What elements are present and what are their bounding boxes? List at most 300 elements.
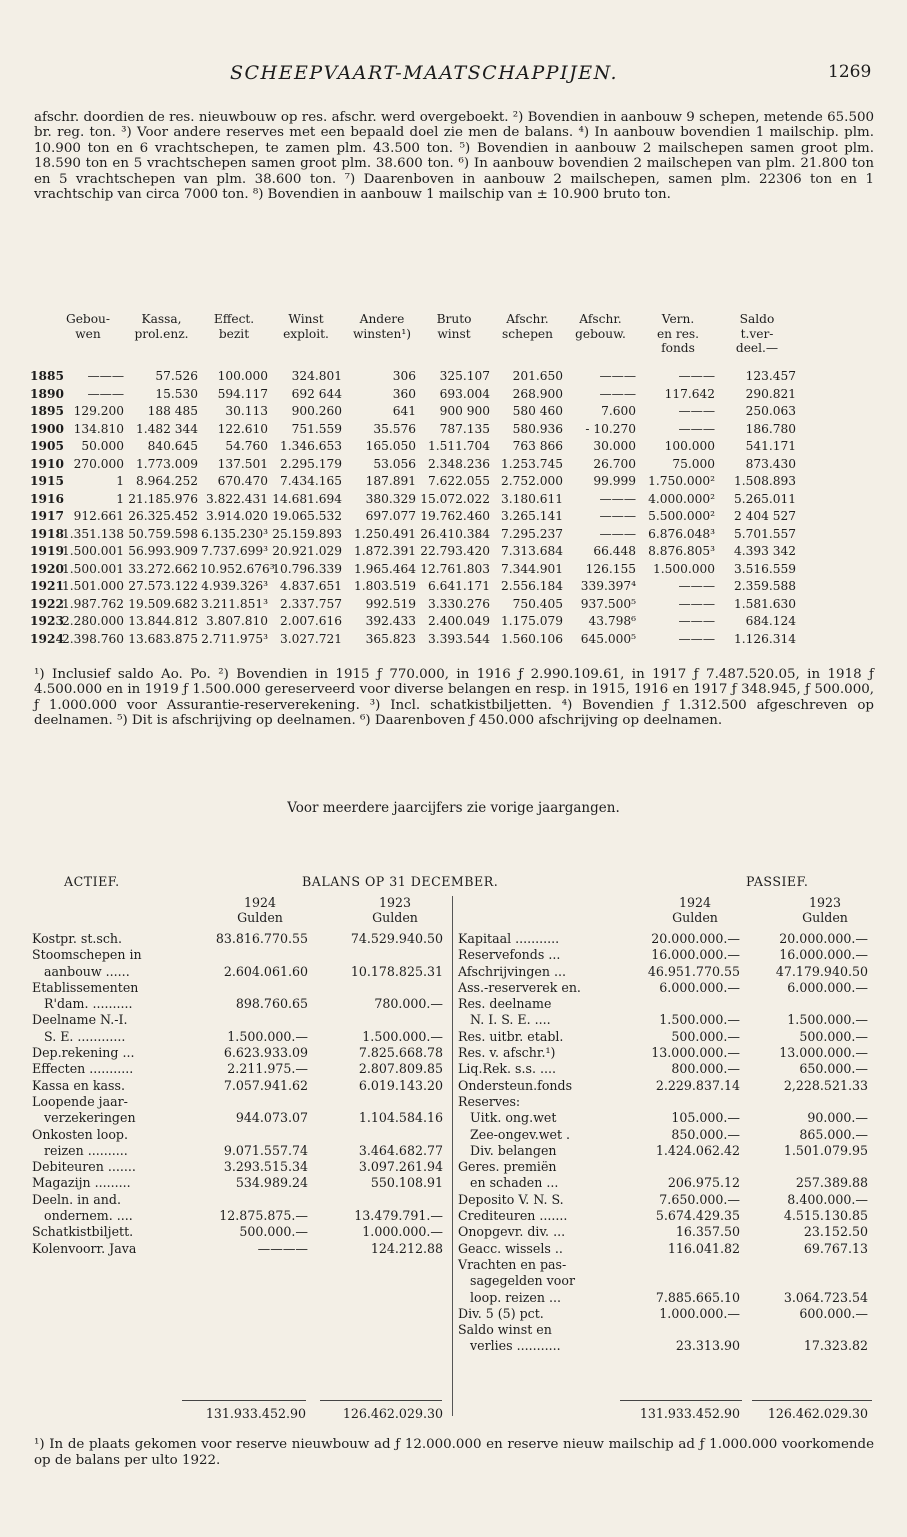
column-header-line: Bruto	[436, 312, 472, 326]
table-cell: 5.265.011	[733, 491, 796, 506]
value-1923: 3.464.682.77	[358, 1142, 443, 1158]
balance-line	[32, 1061, 452, 1077]
column-header	[418, 312, 490, 341]
value-1923: 90.000.—	[807, 1110, 868, 1126]
table-cell: 1	[116, 474, 124, 488]
column-header-line: en res.	[656, 326, 700, 341]
balance-item-label: Effecten ...........	[32, 1061, 134, 1077]
column-header-line: Afschr.	[506, 312, 549, 326]
table-cell: 19.509.682	[128, 596, 198, 611]
row-year: 1915	[30, 474, 64, 488]
table-cell: 641	[392, 404, 416, 418]
column-header-line: prol.enz.	[134, 326, 189, 341]
column-header-line: fonds	[661, 341, 695, 355]
value-1924: 1.424.062.42	[655, 1142, 740, 1158]
balance-item-label: Reserves:	[458, 1093, 521, 1109]
value-1923: 1.500.000.—	[787, 1012, 868, 1028]
balance-item-label: Dep.rekening ...	[32, 1045, 135, 1061]
balance-item-label: Vrachten en pas-	[458, 1256, 567, 1272]
total-rule	[182, 1400, 306, 1401]
table-cell: 1.346.653	[279, 439, 342, 453]
table-cell: 6.641.171	[427, 579, 490, 593]
table-cell: 1.126.314	[733, 631, 796, 646]
value-1924: 16.357.50	[675, 1224, 740, 1240]
table-cell: 2.752.000	[500, 474, 563, 488]
value-1924: 1.000.000.—	[659, 1305, 740, 1321]
balance-item-label: S. E. ............	[32, 1028, 126, 1044]
value-1923: 10.178.825.31	[350, 963, 443, 979]
row-year: 1905	[30, 439, 64, 453]
table-cell: 1.508.893	[733, 474, 796, 488]
running-head	[0, 62, 907, 86]
balance-line	[32, 1224, 452, 1240]
balance-line	[32, 1110, 452, 1126]
table-cell: 122.610	[217, 421, 268, 436]
table-cell: 66.448	[593, 544, 636, 558]
column-header-line: Afschr.	[579, 312, 622, 326]
table-cell: 751.559	[291, 421, 342, 436]
balance-line	[32, 1192, 452, 1208]
jaarcijfers-body	[30, 368, 882, 648]
table-row	[30, 368, 882, 386]
table-cell: 186.780	[745, 421, 796, 436]
balance-item-label: reizen ..........	[32, 1142, 128, 1158]
balance-line	[458, 1306, 882, 1322]
table-cell: ———	[678, 631, 715, 646]
value-1923: 780.000.—	[374, 996, 443, 1012]
actief-list	[32, 931, 452, 1257]
table-cell: 19.762.460	[420, 509, 490, 523]
table-cell: 57.526	[155, 369, 198, 383]
balance-item-label: verzekeringen	[32, 1110, 136, 1126]
value-1924: 534.989.24	[235, 1175, 308, 1191]
passief-col-1923	[775, 896, 875, 925]
table-cell: 8.964.252	[135, 474, 198, 488]
balance-line	[32, 1094, 452, 1110]
table-cell: 30.113	[225, 404, 268, 418]
jaarcijfers-header	[30, 312, 882, 370]
balance-item-label: sagegelden voor	[458, 1273, 575, 1289]
table-row	[30, 403, 882, 421]
value-1924: 46.951.770.55	[647, 963, 740, 979]
value-1924: 5.674.429.35	[655, 1208, 740, 1224]
value-1924: 800.000.—	[671, 1061, 740, 1077]
column-header-line: exploit.	[283, 326, 329, 341]
table-cell: 3.807.810	[205, 614, 268, 628]
balance-item-label: Reservefonds ...	[458, 947, 561, 963]
balance-item-label: Kapitaal ...........	[458, 931, 560, 946]
table-cell: 684.124	[745, 614, 796, 628]
value-1924: 16.000.000.—	[651, 947, 740, 963]
column-header-line: t.ver-	[740, 326, 774, 341]
table-cell: 1.501.000	[61, 579, 124, 593]
balance-item-label: Ondersteun.fonds	[458, 1077, 573, 1093]
value-1924: 105.000.—	[671, 1110, 740, 1126]
balance-line	[458, 931, 882, 947]
table-cell: 7.600	[601, 404, 636, 418]
table-cell: 123.457	[745, 369, 796, 383]
value-1923: 4.515.130.85	[783, 1208, 868, 1224]
table-cell: 187.891	[365, 474, 416, 488]
unit-label: Gulden	[672, 909, 718, 925]
value-1923: 17.323.82	[803, 1338, 868, 1354]
table-cell: 3.393.544	[427, 631, 490, 646]
balance-divider	[452, 896, 453, 1416]
table-cell: 27.573.122	[128, 579, 198, 593]
actief-total-1923: 126.462.029.30	[342, 1406, 443, 1421]
balance-line	[32, 931, 452, 947]
table-cell: 268.900	[512, 386, 563, 401]
table-cell: 19.065.532	[272, 509, 342, 523]
table-row	[30, 543, 882, 561]
balance-item-label: verlies ...........	[458, 1338, 561, 1354]
table-cell: 7.295.237	[500, 526, 563, 541]
balance-line	[458, 1078, 882, 1094]
table-cell: 35.576	[373, 421, 416, 436]
table-cell: 912.661	[73, 509, 124, 523]
table-cell: ———	[678, 614, 715, 628]
balance-line	[32, 947, 452, 963]
page-number: 1269	[828, 62, 872, 82]
value-1923: 69.767.13	[803, 1240, 868, 1256]
table-notes: ¹) Inclusief saldo Ao. Po. ²) Bovendien in 1915 ƒ 770.000, in 1916 ƒ 2.990.109.61, in 1917 ƒ 7.487.520.05, in 1918 ƒ 4.500.000 en in 1919 ƒ 1.500.000 gereserveerd voor diverse belangen en resp. in 1915, 1916 en 1917 ƒ 348.945, ƒ 500.000, ƒ 1.000.000 voor Assurantie-reserverekening. ³) Incl. schatkistbiljetten. ⁴) Bovendien ƒ 1.312.500 afgeschreven op deelnamen. ⁵) Dit is afschrijving op deelnamen. ⁶) Daarenboven ƒ 450.000 afschrijving op deelnamen.	[34, 667, 874, 729]
table-cell: - 10.270	[585, 421, 636, 436]
value-1923: 47.179.940.50	[775, 963, 868, 979]
table-row	[30, 473, 882, 491]
table-row	[30, 596, 882, 614]
table-cell: 43.798⁶	[588, 614, 636, 628]
value-1924: 23.313.90	[675, 1338, 740, 1354]
table-cell: 1.500.001	[61, 561, 124, 576]
table-cell: 873.430	[745, 456, 796, 471]
table-cell: 3.180.611	[500, 491, 563, 506]
value-1923: 865.000.—	[799, 1126, 868, 1142]
balance-item-label: Debiteuren .......	[32, 1159, 136, 1175]
balance-line	[458, 1338, 882, 1354]
balance-line	[458, 1192, 882, 1208]
row-year: 1916	[30, 491, 64, 506]
table-cell: 580 460	[512, 404, 563, 418]
balance-line	[32, 1143, 452, 1159]
balance-line	[458, 1029, 882, 1045]
balance-item-label: ondernem. ....	[32, 1208, 133, 1224]
unit-label: Gulden	[802, 909, 848, 925]
table-cell: 3.822.431	[205, 491, 268, 506]
balance-item-label: Liq.Rek. s.s. ....	[458, 1061, 556, 1077]
balance-item-label: loop. reizen ...	[458, 1289, 561, 1305]
table-cell: ———	[599, 526, 636, 541]
value-1923: 23.152.50	[803, 1224, 868, 1240]
table-cell: 3.330.276	[427, 596, 490, 611]
balance-item-label: Onopgevr. div. ...	[458, 1224, 566, 1240]
balance-line	[458, 947, 882, 963]
table-cell: 5.500.000²	[648, 509, 715, 523]
balance-item-label: Crediteuren .......	[458, 1208, 568, 1224]
table-cell: 645.000⁵	[580, 631, 636, 646]
row-year: 1918	[30, 526, 64, 541]
table-cell: 1.351.138	[61, 526, 124, 541]
table-cell: ———	[599, 386, 636, 401]
table-cell: 5.701.557	[733, 526, 796, 541]
year-label: 1924	[678, 895, 712, 910]
balance-line	[458, 1175, 882, 1191]
value-1923: 257.389.88	[795, 1175, 868, 1191]
balance-line	[458, 1273, 882, 1289]
table-cell: 3.914.020	[205, 509, 268, 523]
table-cell: 2.337.757	[279, 596, 342, 611]
table-cell: 188 485	[147, 404, 198, 418]
column-header	[200, 312, 268, 341]
table-cell: 53.056	[373, 456, 416, 471]
balance-item-label: Div. belangen	[458, 1142, 557, 1158]
table-row	[30, 421, 882, 439]
value-1923: 1.104.584.16	[358, 1110, 443, 1126]
value-1923: 6.019.143.20	[358, 1077, 443, 1093]
row-year: 1920	[30, 561, 64, 576]
table-cell: ———	[678, 579, 715, 593]
table-cell: 7.313.684	[500, 544, 563, 558]
balance-item-label: aanbouw ......	[32, 963, 130, 979]
table-cell: 365.823	[365, 631, 416, 646]
table-cell: 250.063	[745, 404, 796, 418]
balance-line	[32, 964, 452, 980]
table-cell: 594.117	[217, 386, 268, 401]
table-cell: 100.000	[664, 439, 715, 453]
balance-item-label: Res. uitbr. etabl.	[458, 1028, 564, 1044]
value-1924: 2.604.061.60	[223, 963, 308, 979]
value-1924: 20.000.000.—	[651, 931, 740, 946]
balance-item-label: Afschrijvingen ...	[458, 963, 567, 979]
table-cell: 8.876.805³	[648, 544, 715, 558]
column-header-line: Gebou-	[65, 312, 111, 326]
table-cell: 26.325.452	[128, 509, 198, 523]
balance-item-label: Uitk. ong.wet	[458, 1110, 557, 1126]
table-cell: 15.072.022	[420, 491, 490, 506]
column-header	[52, 312, 124, 341]
balance-item-label: Zee-ongev.wet .	[458, 1126, 571, 1142]
table-cell: 4.939.326³	[201, 579, 268, 593]
column-header-line: Vern.	[661, 312, 695, 326]
table-cell: 10.796.339	[272, 561, 342, 576]
table-cell: ———	[599, 369, 636, 383]
table-cell: 30.000	[593, 439, 636, 453]
balance-item-label: Loopende jaar-	[32, 1093, 128, 1109]
value-1923: 550.108.91	[370, 1175, 443, 1191]
column-header	[641, 312, 715, 356]
table-cell: 1.500.001	[61, 544, 124, 558]
intro-footnotes: afschr. doordien de res. nieuwbouw op res. afschr. werd overgeboekt. ²) Bovendien in aanbouw 9 schepen, metende 65.500 br. reg. ton. ³) Voor andere reserves met een bepaald doel zie men de balans. ⁴) In aanbouw bovendien 1 mailschip. plm. 10.900 ton en 6 vrachtschepen, te zamen plm. 43.500 ton. ⁵) Bovendien in aanbouw 2 mailschepen samen groot plm. 18.590 ton en 5 vrachtschepen samen groot plm. 38.600 ton. ⁶) In aanbouw bovendien 2 mailschepen van plm. 21.800 ton en 5 vrachtschepen van plm. 38.600 ton. ⁷) Daarenboven in aanbouw 2 mailschepen, samen plm. 22306 ton en 1 vrachtschip van circa 7000 ton. ⁸) Bovendien in aanbouw 1 mailschip van ± 10.900 bruto ton.	[34, 110, 874, 203]
value-1924: 7.650.000.—	[659, 1191, 740, 1207]
table-cell: 937.500⁵	[580, 596, 636, 611]
table-cell: ———	[678, 421, 715, 436]
row-year: 1895	[30, 404, 64, 418]
table-cell: 137.501	[217, 456, 268, 471]
balance-line	[32, 1029, 452, 1045]
table-cell: 1.581.630	[733, 596, 796, 611]
value-1923: 13.000.000.—	[779, 1045, 868, 1061]
table-cell: 2.400.049	[427, 614, 490, 628]
table-cell: ———	[87, 369, 124, 383]
table-cell: 840.645	[147, 439, 198, 453]
passief-list	[458, 931, 882, 1355]
table-cell: 13.844.812	[128, 614, 198, 628]
year-label: 1923	[808, 895, 842, 910]
table-row	[30, 526, 882, 544]
column-header	[348, 312, 416, 341]
table-cell: ———	[599, 509, 636, 523]
table-cell: 763 866	[512, 439, 563, 453]
table-cell: 26.700	[593, 456, 636, 471]
table-cell: 54.760	[225, 439, 268, 453]
table-cell: 1.253.745	[500, 456, 563, 471]
balance-item-label: Res. deelname	[458, 996, 552, 1012]
table-cell: 1.872.391	[353, 544, 416, 558]
table-cell: 1.175.079	[500, 614, 563, 628]
table-cell: ———	[678, 404, 715, 418]
row-year: 1922	[30, 596, 64, 611]
table-cell: 270.000	[73, 456, 124, 471]
value-1924: 83.816.770.55	[215, 931, 308, 946]
value-1924: 2.211.975.—	[227, 1061, 308, 1077]
balance-line	[32, 1175, 452, 1191]
row-year: 1924	[30, 631, 64, 646]
balance-footnote: ¹) In de plaats gekomen voor reserve nieuwbouw ad ƒ 12.000.000 en reserve nieuw mailschip ad ƒ 1.000.000 voorkomende op de balans per ulto 1922.	[34, 1437, 874, 1468]
table-cell: 1.250.491	[353, 526, 416, 541]
actief-col-1923	[345, 896, 445, 925]
total-rule	[320, 1400, 442, 1401]
balance-line	[32, 1078, 452, 1094]
value-1924: 898.760.65	[235, 996, 308, 1012]
balance-item-label: Geacc. wissels ..	[458, 1240, 563, 1256]
table-row	[30, 631, 882, 649]
balance-item-label: Stoomschepen in	[32, 947, 142, 963]
column-header	[125, 312, 198, 341]
row-year: 1885	[30, 369, 64, 383]
table-cell: 325.107	[439, 369, 490, 383]
table-cell: 306	[392, 369, 416, 383]
balance-item-label: Geres. premiën	[458, 1159, 557, 1175]
table-row	[30, 456, 882, 474]
table-row	[30, 561, 882, 579]
table-cell: 670.470	[217, 474, 268, 488]
column-header-line: Andere	[359, 312, 405, 326]
column-header-line: Kassa,	[141, 312, 182, 326]
table-cell: 580.936	[512, 421, 563, 436]
table-cell: 541.171	[745, 439, 796, 453]
value-1923: 650.000.—	[799, 1061, 868, 1077]
value-1924: 6.623.933.09	[223, 1045, 308, 1061]
table-cell: 134.810	[73, 421, 124, 436]
value-1923: 1.501.079.95	[783, 1142, 868, 1158]
balance-item-label: Saldo winst en	[458, 1322, 552, 1338]
balance-line	[32, 1012, 452, 1028]
balance-item-label: Etablissementen	[32, 979, 139, 995]
value-1923: 2,228.521.33	[783, 1077, 868, 1093]
table-cell: 1	[116, 491, 124, 506]
value-1924: 500.000.—	[671, 1028, 740, 1044]
table-cell: 126.155	[585, 561, 636, 576]
table-cell: 2.398.760	[61, 631, 124, 646]
passief-col-1924	[645, 896, 745, 925]
value-1924: 9.071.557.74	[223, 1142, 308, 1158]
value-1923: 1.000.000.—	[362, 1224, 443, 1240]
value-1924: 1.500.000.—	[227, 1028, 308, 1044]
value-1924: 944.073.07	[235, 1110, 308, 1126]
balance-item-label: Kassa en kass.	[32, 1077, 125, 1093]
row-year: 1921	[30, 579, 64, 593]
value-1924: 116.041.82	[667, 1240, 740, 1256]
table-row	[30, 438, 882, 456]
table-cell: 33.272.662	[128, 561, 198, 576]
table-cell: 4.393 342	[733, 544, 796, 558]
balance-line	[458, 1127, 882, 1143]
table-cell: 2.280.000	[61, 614, 124, 628]
value-1924: 12.875.875.—	[219, 1208, 308, 1224]
table-cell: 2.295.179	[279, 456, 342, 471]
table-cell: 2 404 527	[733, 509, 796, 523]
balance-line	[458, 1241, 882, 1257]
table-cell: 75.000	[672, 456, 715, 471]
year-label: 1923	[378, 895, 412, 910]
table-cell: 2.348.236	[427, 456, 490, 471]
passief-total-1923: 126.462.029.30	[767, 1406, 868, 1421]
balance-line	[458, 1143, 882, 1159]
table-row	[30, 491, 882, 509]
balance-item-label: Ass.-reserverek en.	[458, 979, 581, 995]
column-header-line: schepen	[501, 326, 553, 341]
value-1923: 20.000.000.—	[779, 931, 868, 946]
table-cell: 4.837.651	[279, 579, 342, 593]
column-header	[492, 312, 563, 341]
table-cell: 129.200	[73, 404, 124, 418]
balance-title-row	[30, 874, 882, 892]
table-row	[30, 508, 882, 526]
balance-line	[32, 1127, 452, 1143]
table-row	[30, 613, 882, 631]
balance-item-label: Res. v. afschr.¹)	[458, 1045, 556, 1061]
table-cell: 750.405	[512, 596, 563, 611]
table-cell: 1.511.704	[427, 439, 490, 453]
table-cell: 1.773.009	[135, 456, 198, 471]
table-cell: 1.560.106	[500, 631, 563, 646]
running-head-title: SCHEEPVAART-MAATSCHAPPIJEN.	[230, 62, 619, 84]
table-cell: 15.530	[155, 386, 198, 401]
table-row	[30, 386, 882, 404]
balance-line	[458, 996, 882, 1012]
table-cell: ———	[599, 491, 636, 506]
column-header-line: wen	[75, 326, 101, 341]
balance-line	[458, 1012, 882, 1028]
table-cell: 99.999	[593, 474, 636, 488]
table-cell: 339.397⁴	[580, 579, 636, 593]
value-1924: 3.293.515.34	[223, 1159, 308, 1175]
table-cell: 1.482 344	[135, 421, 198, 436]
row-year: 1910	[30, 456, 64, 471]
balance-line	[32, 1159, 452, 1175]
column-header-line: Winst	[288, 312, 324, 326]
balance-line	[458, 1094, 882, 1110]
balance-line	[458, 1224, 882, 1240]
column-header	[718, 312, 796, 356]
table-cell: 693.004	[439, 386, 490, 401]
balance-line	[458, 1045, 882, 1061]
value-1924: 206.975.12	[667, 1175, 740, 1191]
table-cell: 787.135	[439, 421, 490, 436]
balance-line	[32, 980, 452, 996]
balance-line	[458, 1290, 882, 1306]
balance-title: BALANS OP 31 DECEMBER.	[302, 874, 499, 889]
table-cell: 3.027.721	[279, 631, 342, 646]
